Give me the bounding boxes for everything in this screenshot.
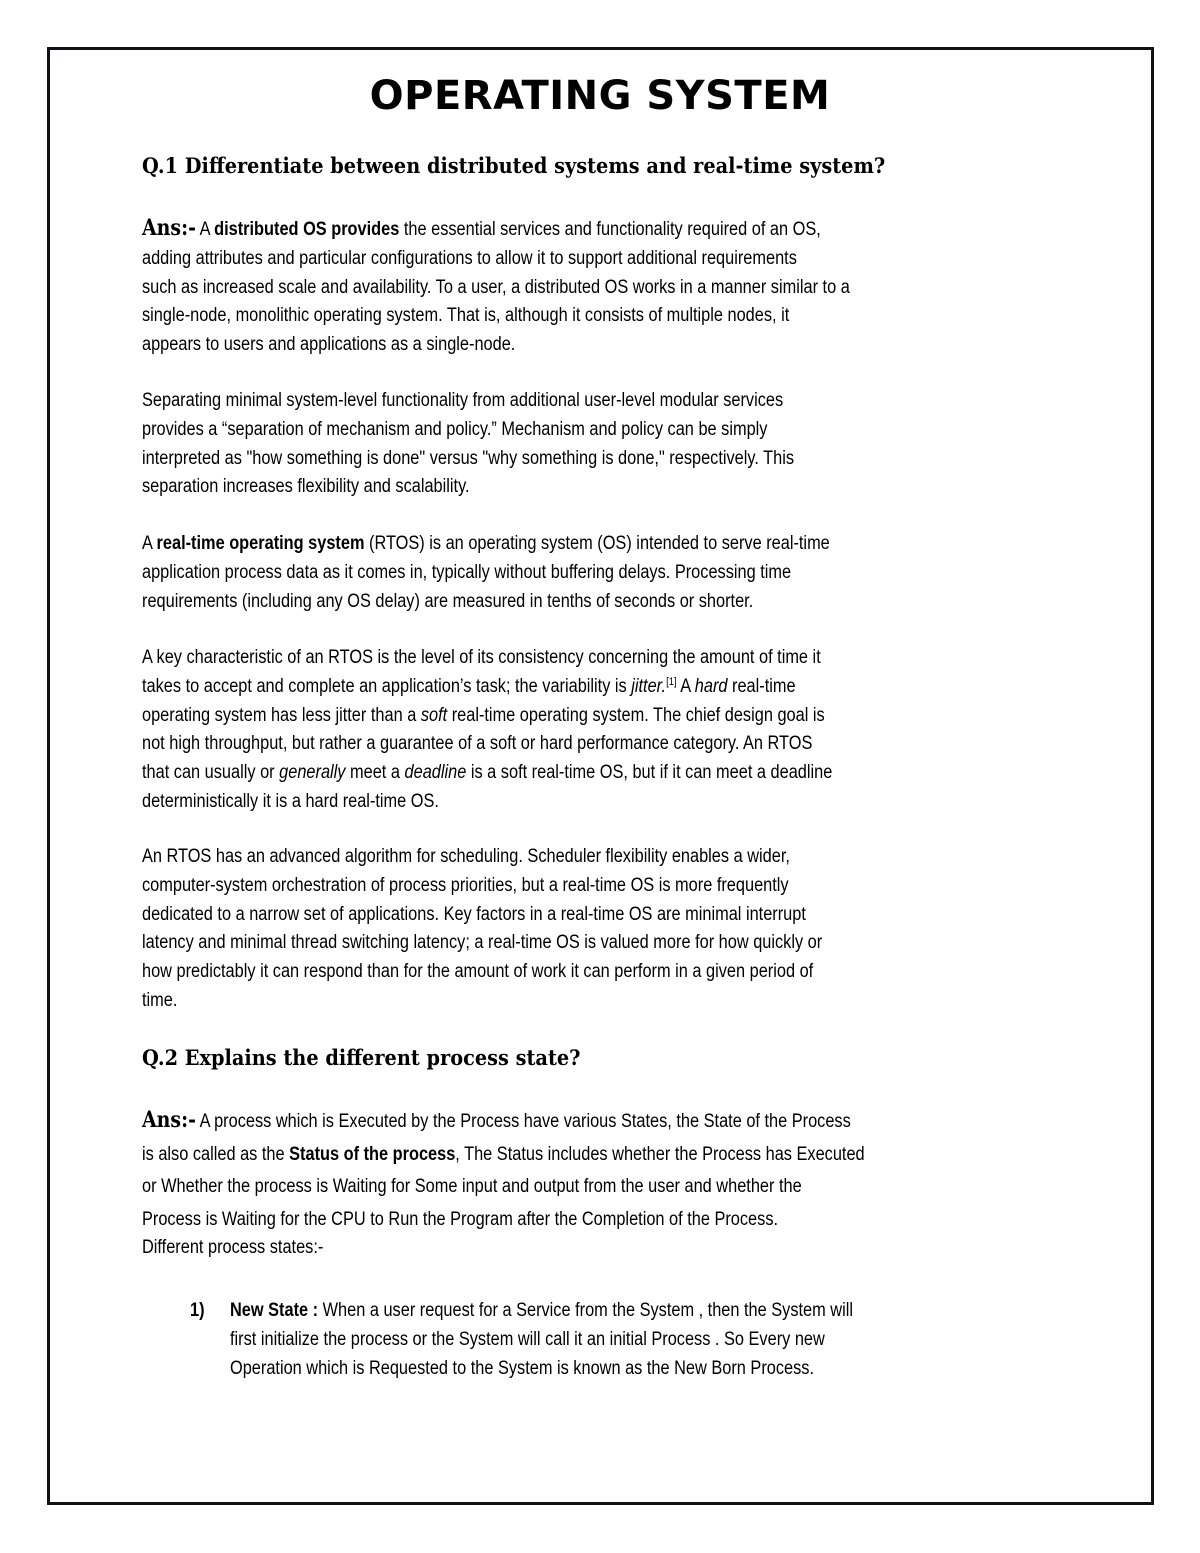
document-title: OPERATING SYSTEM bbox=[369, 73, 831, 119]
text-run: meet a bbox=[345, 762, 405, 784]
text-run: is also called as the bbox=[142, 1143, 290, 1165]
paragraph-line: latency and minimal thread switching latency; a real-time OS is valued more for how quickly or bbox=[142, 932, 823, 954]
text-run: operating system has less jitter than a bbox=[142, 704, 421, 726]
paragraph-line bbox=[142, 1104, 946, 1139]
paragraph-line: separation increases flexibility and scalability. bbox=[142, 476, 470, 498]
list-item-line: first initialize the process or the System will call it an initial Process . So Every new bbox=[230, 1328, 825, 1350]
paragraph-line: such as increased scale and availability. To a user, a distributed OS works in a manner similar to a bbox=[142, 276, 850, 298]
text-run: real-time operating system. The chief design goal is bbox=[447, 704, 825, 726]
bold-term: distributed OS provides bbox=[214, 219, 400, 240]
text-run: the essential services and functionality required of an OS, bbox=[399, 219, 821, 240]
bold-term: real-time operating system bbox=[156, 533, 365, 554]
paragraph-line bbox=[142, 759, 946, 788]
paragraph-line: how predictably it can respond than for the amount of work it can perform in a given period of bbox=[142, 961, 814, 983]
paragraph-line: requirements (including any OS delay) are measured in tenths of seconds or shorter. bbox=[142, 590, 754, 612]
text-run: , The Status includes whether the Process has Executed bbox=[455, 1143, 865, 1165]
italic-term: jitter. bbox=[631, 675, 667, 697]
paragraph-line: adding attributes and particular configurations to allow it to support additional requirements bbox=[142, 247, 797, 269]
answer-label: Ans:- bbox=[142, 1107, 196, 1133]
list-item-line: Operation which is Requested to the System is known as the New Born Process. bbox=[230, 1357, 814, 1379]
paragraph-line bbox=[142, 1139, 946, 1172]
text-run: (RTOS) is an operating system (OS) intended to serve real-time bbox=[364, 533, 830, 554]
q1-answer-paragraph-1 bbox=[142, 214, 1077, 360]
text-run: that can usually or bbox=[142, 762, 280, 784]
q1-answer-paragraph-2 bbox=[142, 387, 1077, 502]
paragraph-line: application process data as it comes in, typically without buffering delays. Processing time bbox=[142, 561, 792, 583]
paragraph-line bbox=[142, 530, 946, 559]
paragraph-line: single-node, monolithic operating system. That is, although it consists of multiple nodes, it bbox=[142, 305, 790, 327]
question-1-heading: Q.1 Differentiate between distributed systems and real-time system? bbox=[142, 153, 886, 178]
list-item-line bbox=[230, 1297, 952, 1326]
question-2-heading: Q.2 Explains the different process state? bbox=[142, 1045, 581, 1070]
list-item-term: New State : bbox=[230, 1300, 319, 1321]
list-item bbox=[190, 1297, 1070, 1383]
text-run: A bbox=[676, 675, 695, 697]
paragraph-line: interpreted as "how something is done" versus "why something is done," respectively. This bbox=[142, 447, 795, 469]
text-run: A process which is Executed by the Process have various States, the State of the Process bbox=[195, 1111, 851, 1132]
text-run: A bbox=[142, 533, 157, 554]
q1-answer-paragraph-4 bbox=[142, 644, 1077, 817]
italic-term: hard bbox=[694, 675, 728, 697]
bold-term: Status of the process bbox=[289, 1143, 456, 1165]
text-run: When a user request for a Service from the System , then the System will bbox=[318, 1300, 853, 1321]
paragraph-line: not high throughput, but rather a guarantee of a soft or hard performance category. An RTOS bbox=[142, 733, 813, 755]
text-run: A bbox=[195, 219, 215, 240]
process-states-list bbox=[190, 1297, 1070, 1383]
paragraph-line: provides a “separation of mechanism and policy.” Mechanism and policy can be simply bbox=[142, 418, 768, 440]
italic-term: soft bbox=[420, 704, 448, 726]
citation-reference[interactable]: [1] bbox=[666, 675, 677, 688]
paragraph-line: A key characteristic of an RTOS is the level of its consistency concerning the amount of time it bbox=[142, 647, 821, 668]
list-item-number: 1) bbox=[190, 1300, 205, 1321]
italic-term: generally bbox=[279, 762, 346, 784]
paragraph-line bbox=[142, 673, 946, 702]
text-run: is a soft real-time OS, but if it can meet a deadline bbox=[466, 762, 833, 784]
paragraph-line: appears to users and applications as a single-node. bbox=[142, 334, 516, 356]
q1-answer-paragraph-3 bbox=[142, 530, 1077, 616]
paragraph-line: Separating minimal system-level functionality from additional user-level modular services bbox=[142, 390, 784, 411]
paragraph-line: dedicated to a narrow set of applications. Key factors in a real-time OS are minimal interrupt bbox=[142, 903, 806, 925]
q1-answer-paragraph-5 bbox=[142, 843, 1077, 1016]
text-run: real-time bbox=[727, 675, 796, 697]
answer-label: Ans:- bbox=[142, 215, 196, 241]
paragraph-line: deterministically it is a hard real-time OS. bbox=[142, 790, 439, 812]
paragraph-line: computer-system orchestration of process priorities, but a real-time OS is more frequently bbox=[142, 874, 789, 896]
text-run: takes to accept and complete an application’s task; the variability is bbox=[142, 675, 632, 697]
paragraph-line: Different process states:- bbox=[142, 1237, 324, 1258]
q2-answer-paragraph-1 bbox=[142, 1104, 1077, 1265]
paragraph-line: time. bbox=[142, 989, 178, 1011]
italic-term: deadline bbox=[404, 762, 467, 784]
paragraph-line: or Whether the process is Waiting for Some input and output from the user and whether the bbox=[142, 1176, 802, 1197]
paragraph-line: Process is Waiting for the CPU to Run the Program after the Completion of the Process. bbox=[142, 1208, 779, 1230]
paragraph-line bbox=[142, 214, 946, 245]
paragraph-line: An RTOS has an advanced algorithm for scheduling. Scheduler flexibility enables a wider, bbox=[142, 846, 790, 867]
paragraph-line bbox=[142, 702, 946, 731]
